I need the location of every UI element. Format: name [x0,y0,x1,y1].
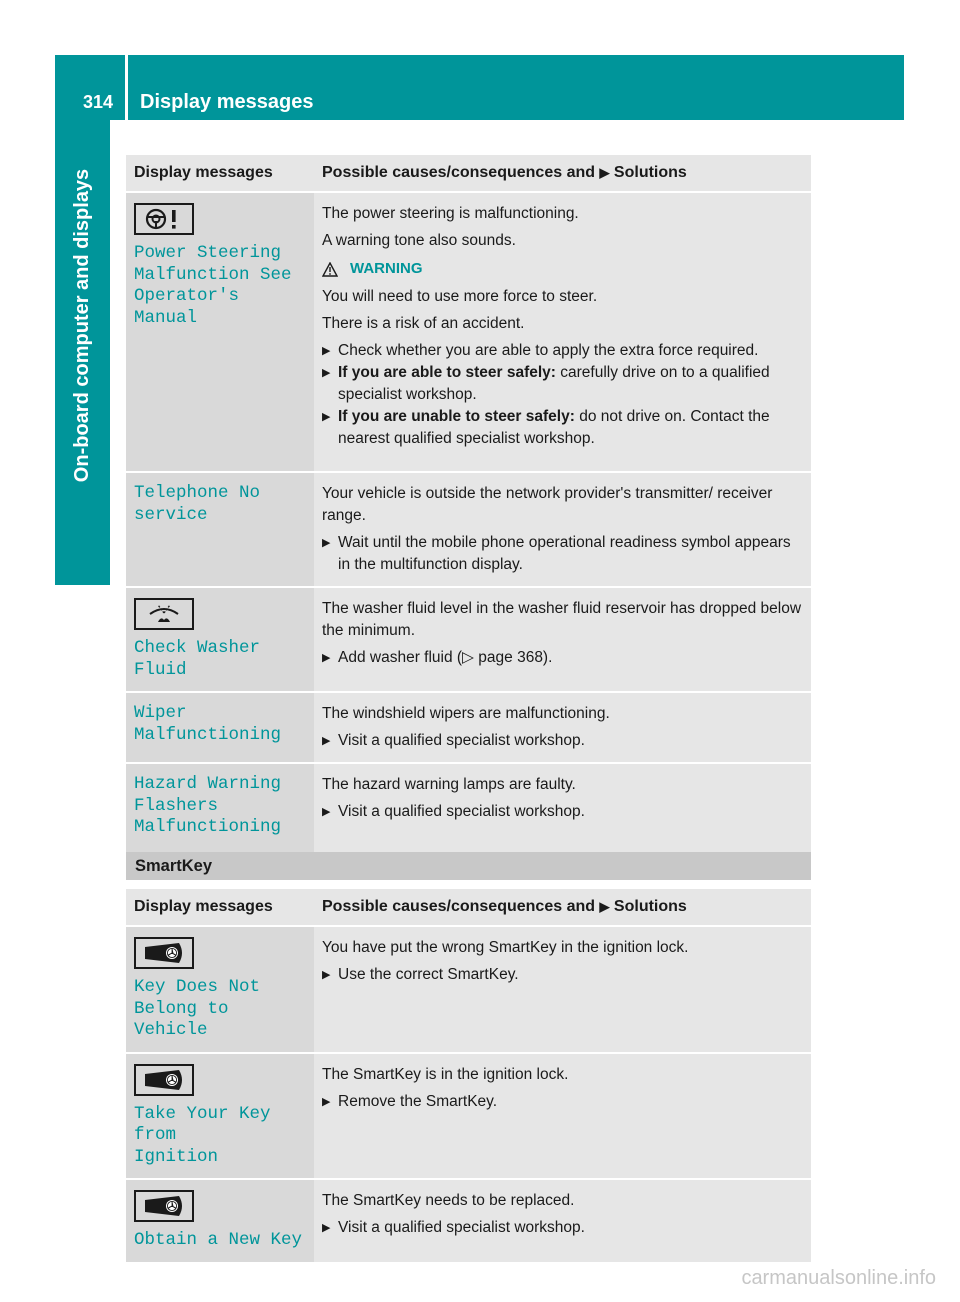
display-message-text: Key Does Not Belong to Vehicle [134,977,261,1040]
col-causes-solutions: Possible causes/consequences and ▶ Solutions [314,155,811,192]
causes-cell [314,587,811,692]
solution-step: ▶ Visit a qualified specialist workshop. [322,801,803,823]
display-message-cell [126,1053,314,1180]
smartkey-icon [134,937,194,969]
warning-label: WARNING [350,260,423,277]
page-number: 314 [83,92,114,112]
solution-step: ▶ Use the correct SmartKey. [322,964,803,986]
step-arrow-icon: ▶ [322,411,331,423]
table-header-row [126,889,811,926]
play-arrow-icon: ▶ [599,899,610,914]
step-arrow-icon: ▶ [322,1222,331,1234]
cause-text: The hazard warning lamps are faulty. [322,776,576,793]
smartkey-table [126,889,811,1264]
solution-step: ▶ Check whether you are able to apply the extra force required. [322,340,803,362]
smartkey-icon [134,1064,194,1096]
chapter-label: On-board computer and displays [71,168,94,482]
cause-text: The power steering is malfunctioning. [322,205,579,222]
display-message-cell [126,763,314,853]
cause-text: The SmartKey is in the ignition lock. [322,1065,569,1083]
step-arrow-icon: ▶ [322,537,331,549]
washer-fluid-icon [134,598,194,630]
solution-step: ▶ Wait until the mobile phone operational readiness symbol appears in the multifunction display. [322,532,803,576]
table-row [126,926,811,1053]
display-message-cell [126,472,314,587]
step-arrow-icon: ▶ [322,652,331,664]
warning-heading [322,258,803,280]
causes-cell [314,692,811,763]
display-message-cell [126,192,314,472]
cause-text: The washer fluid level in the washer fluid reservoir has dropped below the minimum. [322,600,802,639]
display-messages-table [126,155,811,854]
table-row [126,587,811,692]
display-message-cell [126,926,314,1053]
step-arrow-icon: ▶ [322,806,331,818]
step-arrow-icon: ▶ [322,345,331,357]
cause-text: Your vehicle is outside the network provider's transmitter/ receiver range. [322,485,773,524]
table-header-row [126,155,811,192]
col-display-messages: Display messages [126,889,314,926]
display-message-cell [126,587,314,692]
warning-text: You will need to use more force to steer. [322,288,598,305]
solution-step: ▶ Visit a qualified specialist workshop. [322,730,803,752]
cause-text: A warning tone also sounds. [322,232,516,249]
table-row [126,192,811,472]
warning-text: There is a risk of an accident. [322,315,525,332]
table-row [126,692,811,763]
cause-text: The windshield wipers are malfunctioning. [322,705,610,722]
smartkey-icon [134,1190,194,1222]
solution-step: ▶ Add washer fluid (▷ page 368). [322,647,803,669]
step-arrow-icon: ▶ [322,1095,331,1108]
solution-step: ▶ If you are able to steer safely: carefully drive on to a qualified specialist workshop. [322,362,803,406]
causes-cell [314,1179,811,1263]
solution-step: ▶ If you are unable to steer safely: do not drive on. Contact the nearest qualified specialist workshop. [322,406,803,450]
display-message-text: Wiper Malfunctioning [134,703,282,745]
solution-step: ▶ Visit a qualified specialist workshop. [322,1217,803,1239]
header-divider [125,55,128,120]
display-message-cell [126,692,314,763]
section-title: SmartKey [126,852,811,880]
causes-cell [314,926,811,1053]
solution-step: ▶ Remove the SmartKey. [322,1091,803,1113]
table-row [126,472,811,587]
step-arrow-icon: ▶ [322,367,331,379]
step-arrow-icon: ▶ [322,735,331,747]
col-causes-solutions: Possible causes/consequences and ▶ Solutions [314,889,811,926]
chapter-label-wrap [55,120,110,530]
table-row [126,763,811,853]
cause-text: The SmartKey needs to be replaced. [322,1192,575,1209]
display-message-cell [126,1179,314,1263]
play-arrow-icon: ▶ [599,165,610,180]
warning-triangle-icon [322,262,338,277]
display-message-text: Hazard Warning Flashers Malfunctioning [134,774,282,837]
display-message-text: Telephone No service [134,483,261,525]
causes-cell [314,763,811,853]
causes-cell [314,1053,811,1180]
display-message-text: Take Your Key from Ignition [134,1103,271,1167]
watermark: carmanualsonline.info [741,1267,936,1289]
display-message-text: Obtain a New Key [134,1230,303,1250]
col-display-messages: Display messages [126,155,314,192]
cause-text: You have put the wrong SmartKey in the ignition lock. [322,939,689,956]
page-title: Display messages [140,91,314,113]
steering-warning-icon [134,203,194,235]
display-message-text: Check Washer Fluid [134,638,261,680]
table-row [126,1053,811,1180]
causes-cell [314,192,811,472]
step-arrow-icon: ▶ [322,969,331,981]
causes-cell [314,472,811,587]
display-message-text: Power Steering Malfunction See Operator's Manual [134,243,292,328]
table-row [126,1179,811,1263]
